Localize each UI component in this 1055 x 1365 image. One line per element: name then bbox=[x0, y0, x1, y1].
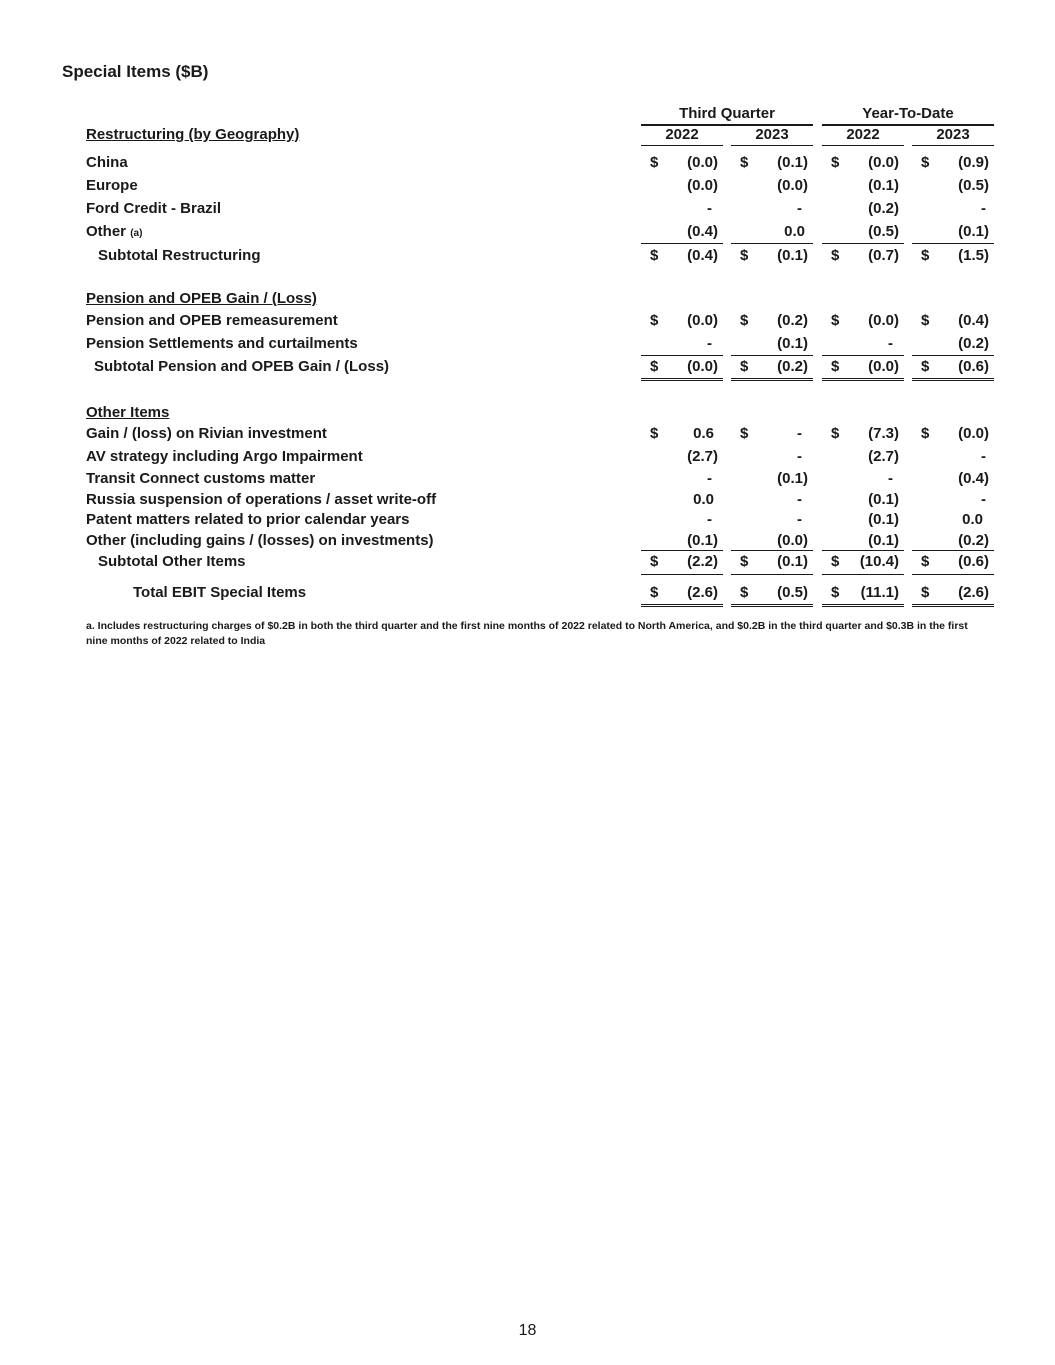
currency-symbol: $ bbox=[650, 584, 659, 601]
subtotal-rule bbox=[912, 550, 994, 551]
header-year: 2023 bbox=[731, 125, 813, 146]
double-rule bbox=[822, 604, 904, 607]
cell-value: (0.1) bbox=[777, 470, 808, 487]
cell-value: (0.7) bbox=[868, 247, 899, 264]
subtotal-rule bbox=[822, 355, 904, 356]
row-label: AV strategy including Argo Impairment bbox=[86, 448, 363, 465]
currency-symbol: $ bbox=[740, 584, 749, 601]
cell-value: (0.0) bbox=[687, 358, 718, 375]
currency-symbol: $ bbox=[650, 425, 659, 442]
row-label: Pension and OPEB remeasurement bbox=[86, 312, 338, 329]
currency-symbol: $ bbox=[831, 247, 840, 264]
currency-symbol: $ bbox=[831, 154, 840, 171]
currency-symbol: $ bbox=[921, 584, 930, 601]
cell-value: (0.0) bbox=[687, 312, 718, 329]
subtotal-rule bbox=[822, 243, 904, 244]
row-label: Pension Settlements and curtailments bbox=[86, 335, 358, 352]
cell-value: (0.0) bbox=[868, 312, 899, 329]
row-label-wrap bbox=[86, 222, 142, 244]
total-rule bbox=[731, 574, 813, 575]
header-year-to-date: Year-To-Date bbox=[822, 104, 994, 126]
row-label: Other (including gains / (losses) on investments) bbox=[86, 532, 434, 549]
page-number: 18 bbox=[518, 1322, 537, 1339]
footnote-marker: (a) bbox=[130, 228, 143, 239]
currency-symbol: $ bbox=[921, 154, 930, 171]
section-heading-other-items bbox=[0, 403, 1055, 423]
cell-value: - bbox=[707, 470, 712, 487]
cell-value: (0.4) bbox=[687, 247, 718, 264]
cell-value: (0.5) bbox=[868, 223, 899, 240]
cell-value: (0.2) bbox=[958, 532, 989, 549]
cell-value: - bbox=[797, 491, 802, 508]
page-title: Special Items ($B) bbox=[62, 62, 209, 81]
cell-value: (0.1) bbox=[868, 177, 899, 194]
subtotal-row bbox=[0, 357, 1055, 377]
currency-symbol: $ bbox=[740, 358, 749, 375]
row-label: Ford Credit - Brazil bbox=[86, 200, 222, 217]
cell-value: (0.0) bbox=[868, 358, 899, 375]
cell-value: (0.2) bbox=[777, 312, 808, 329]
cell-value: (0.1) bbox=[687, 532, 718, 549]
cell-value: (1.5) bbox=[958, 247, 989, 264]
cell-value: (0.2) bbox=[868, 200, 899, 217]
cell-value: (0.0) bbox=[958, 425, 989, 442]
section-heading: Restructuring (by Geography) bbox=[86, 126, 300, 143]
currency-symbol: $ bbox=[921, 358, 930, 375]
table-row bbox=[0, 424, 1055, 444]
cell-value: - bbox=[797, 425, 802, 442]
row-label: Patent matters related to prior calendar years bbox=[86, 511, 410, 528]
table-row bbox=[0, 199, 1055, 219]
currency-symbol: $ bbox=[831, 312, 840, 329]
double-rule bbox=[912, 604, 994, 607]
cell-value: (0.0) bbox=[777, 177, 808, 194]
cell-value: 0.0 bbox=[693, 491, 714, 508]
subtotal-rule bbox=[731, 355, 813, 356]
currency-symbol: $ bbox=[650, 358, 659, 375]
double-rule bbox=[822, 378, 904, 381]
cell-value: (0.1) bbox=[777, 247, 808, 264]
cell-value: 0.0 bbox=[962, 511, 983, 528]
footnote: a. Includes restructuring charges of $0.2B in both the third quarter and the first nine months of 2022 related to North America, and $0.2B in the third quarter and $0.3B in the first nine months of 2022 related to India bbox=[86, 620, 968, 647]
header-third-quarter: Third Quarter bbox=[641, 104, 813, 126]
cell-value: (0.1) bbox=[777, 553, 808, 570]
row-label: Russia suspension of operations / asset write-off bbox=[86, 491, 437, 508]
subtotal-rule bbox=[641, 550, 723, 551]
table-row bbox=[0, 469, 1055, 489]
row-label: Subtotal Restructuring bbox=[98, 247, 261, 264]
currency-symbol: $ bbox=[740, 247, 749, 264]
cell-value: - bbox=[797, 511, 802, 528]
currency-symbol: $ bbox=[831, 425, 840, 442]
currency-symbol: $ bbox=[831, 553, 840, 570]
cell-value: (0.0) bbox=[687, 177, 718, 194]
cell-value: (7.3) bbox=[868, 425, 899, 442]
cell-value: (2.7) bbox=[868, 448, 899, 465]
cell-value: (0.1) bbox=[958, 223, 989, 240]
table-row bbox=[0, 531, 1055, 551]
cell-value: (11.1) bbox=[860, 584, 899, 601]
cell-value: - bbox=[707, 200, 712, 217]
cell-value: (0.9) bbox=[958, 154, 989, 171]
cell-value: - bbox=[981, 491, 986, 508]
cell-value: (0.1) bbox=[868, 511, 899, 528]
table-row bbox=[0, 153, 1055, 173]
section-heading: Pension and OPEB Gain / (Loss) bbox=[86, 290, 317, 307]
row-label: Other bbox=[86, 223, 127, 240]
header-year: 2022 bbox=[822, 125, 904, 146]
row-label: Transit Connect customs matter bbox=[86, 470, 316, 487]
subtotal-row bbox=[0, 246, 1055, 266]
row-label: Total EBIT Special Items bbox=[133, 584, 307, 601]
cell-value: - bbox=[888, 470, 893, 487]
cell-value: (0.2) bbox=[777, 358, 808, 375]
cell-value: (2.6) bbox=[687, 584, 718, 601]
section-heading-restructuring bbox=[0, 125, 1055, 145]
cell-value: (0.5) bbox=[958, 177, 989, 194]
cell-value: (0.0) bbox=[868, 154, 899, 171]
table-row bbox=[0, 510, 1055, 530]
cell-value: (0.1) bbox=[868, 491, 899, 508]
double-rule bbox=[731, 604, 813, 607]
subtotal-rule bbox=[641, 243, 723, 244]
row-label: Europe bbox=[86, 177, 138, 194]
currency-symbol: $ bbox=[650, 154, 659, 171]
header-year: 2022 bbox=[641, 125, 723, 146]
cell-value: - bbox=[981, 448, 986, 465]
cell-value: (0.1) bbox=[777, 154, 808, 171]
currency-symbol: $ bbox=[650, 553, 659, 570]
cell-value: (2.6) bbox=[958, 584, 989, 601]
table-row bbox=[0, 490, 1055, 510]
total-rule bbox=[912, 574, 994, 575]
cell-value: (0.0) bbox=[777, 532, 808, 549]
cell-value: 0.0 bbox=[784, 223, 805, 240]
cell-value: (0.5) bbox=[777, 584, 808, 601]
total-rule bbox=[641, 574, 723, 575]
cell-value: (2.7) bbox=[687, 448, 718, 465]
total-row bbox=[0, 583, 1055, 603]
currency-symbol: $ bbox=[740, 553, 749, 570]
currency-symbol: $ bbox=[921, 553, 930, 570]
currency-symbol: $ bbox=[650, 247, 659, 264]
currency-symbol: $ bbox=[831, 358, 840, 375]
row-label: Subtotal Other Items bbox=[98, 553, 246, 570]
double-rule bbox=[641, 378, 723, 381]
table-row bbox=[0, 176, 1055, 196]
currency-symbol: $ bbox=[921, 425, 930, 442]
subtotal-rule bbox=[912, 243, 994, 244]
row-label: Gain / (loss) on Rivian investment bbox=[86, 425, 327, 442]
header-year: 2023 bbox=[912, 125, 994, 146]
row-label: China bbox=[86, 154, 128, 171]
cell-value: (0.1) bbox=[868, 532, 899, 549]
total-rule bbox=[822, 574, 904, 575]
cell-value: (0.1) bbox=[777, 335, 808, 352]
cell-value: (2.2) bbox=[687, 553, 718, 570]
subtotal-rule bbox=[731, 550, 813, 551]
subtotal-rule bbox=[822, 550, 904, 551]
cell-value: (0.2) bbox=[958, 335, 989, 352]
row-label: Subtotal Pension and OPEB Gain / (Loss) bbox=[94, 358, 390, 375]
subtotal-rule bbox=[912, 355, 994, 356]
table-row bbox=[0, 222, 1055, 242]
cell-value: (0.4) bbox=[958, 470, 989, 487]
double-rule bbox=[731, 378, 813, 381]
cell-value: - bbox=[707, 511, 712, 528]
cell-value: (0.6) bbox=[958, 553, 989, 570]
currency-symbol: $ bbox=[740, 312, 749, 329]
currency-symbol: $ bbox=[831, 584, 840, 601]
cell-value: 0.6 bbox=[693, 425, 714, 442]
cell-value: - bbox=[797, 200, 802, 217]
cell-value: (10.4) bbox=[859, 553, 899, 570]
cell-value: (0.4) bbox=[687, 223, 718, 240]
cell-value: - bbox=[797, 448, 802, 465]
cell-value: - bbox=[707, 335, 712, 352]
table-row bbox=[0, 447, 1055, 467]
cell-value: (0.0) bbox=[687, 154, 718, 171]
double-rule bbox=[641, 604, 723, 607]
cell-value: - bbox=[888, 335, 893, 352]
currency-symbol: $ bbox=[740, 425, 749, 442]
subtotal-row bbox=[0, 552, 1055, 572]
table-row bbox=[0, 334, 1055, 354]
currency-symbol: $ bbox=[650, 312, 659, 329]
subtotal-rule bbox=[731, 243, 813, 244]
cell-value: (0.4) bbox=[958, 312, 989, 329]
currency-symbol: $ bbox=[740, 154, 749, 171]
section-heading-pension bbox=[0, 289, 1055, 309]
cell-value: (0.6) bbox=[958, 358, 989, 375]
cell-value: - bbox=[981, 200, 986, 217]
currency-symbol: $ bbox=[921, 247, 930, 264]
subtotal-rule bbox=[641, 355, 723, 356]
double-rule bbox=[912, 378, 994, 381]
section-heading: Other Items bbox=[86, 404, 170, 421]
currency-symbol: $ bbox=[921, 312, 930, 329]
table-row bbox=[0, 311, 1055, 331]
